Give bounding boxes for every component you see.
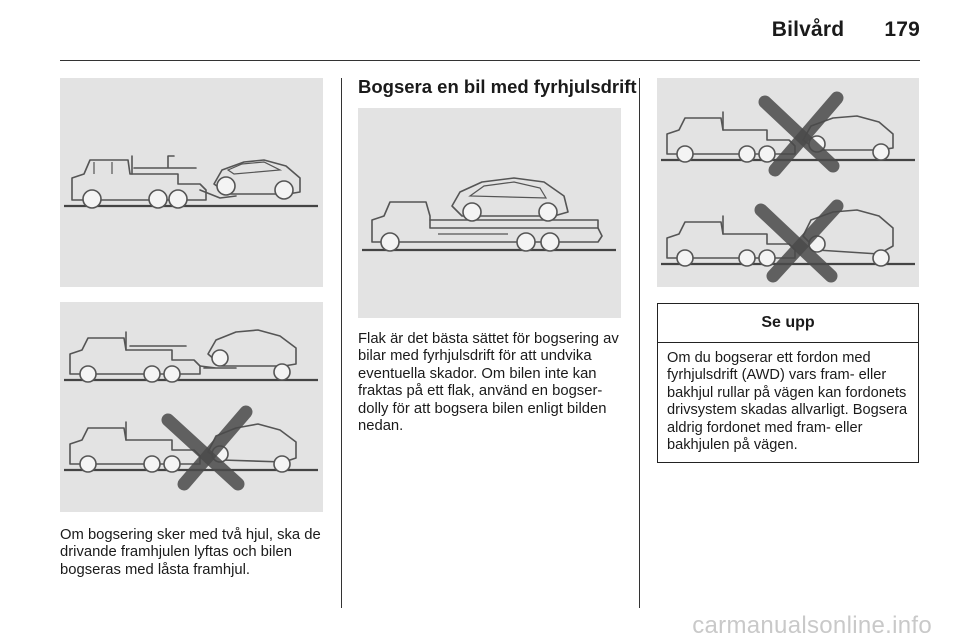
- page-header: [772, 18, 920, 42]
- warning-title: Se upp: [658, 304, 918, 343]
- page-number: 179: [884, 18, 920, 41]
- flatbed-tow-illustration: [358, 108, 621, 318]
- warning-box: [657, 303, 919, 463]
- left-caption: Om bogsering sker med två hjul, ska de drivande framhjulen lyftas och bilen bogseras med låsta framhjul.: [60, 527, 321, 578]
- two-wheel-tow-illustration: [60, 78, 323, 287]
- figure-flatbed-tow: [358, 108, 621, 318]
- figure-two-wheel-tow: [60, 78, 323, 287]
- column-divider-right: [639, 78, 640, 608]
- header-rule: [60, 60, 920, 61]
- incorrect-tow-illustration: [657, 78, 919, 287]
- warning-text: Om du bogserar ett fordon med fyrhjulsdrift (AWD) vars fram- eller bakhjul rullar på vägen kan fordonets drivsystem skadas allvarligt. Bogsera aldrig fordonet med fram- eller bakhjulen på vägen.: [667, 350, 908, 454]
- middle-paragraph: Flak är det bästa sättet för bogsering av bilar med fyrhjulsdrift för att undvika eventuella skador. Om bilen inte kan fraktas på ett flak, använd en bogser-dolly för att bogsera bilen enligt bilden nedan.: [358, 331, 619, 435]
- section-heading: Bogsera en bil med fyrhjulsdrift: [358, 76, 637, 97]
- figure-incorrect-tow: [657, 78, 919, 287]
- dolly-tow-illustration: [60, 302, 323, 512]
- figure-dolly-tow: [60, 302, 323, 512]
- watermark: carmanualsonline.info: [692, 612, 932, 639]
- section-title: Bilvård: [771, 18, 845, 41]
- column-divider-left: [341, 78, 342, 608]
